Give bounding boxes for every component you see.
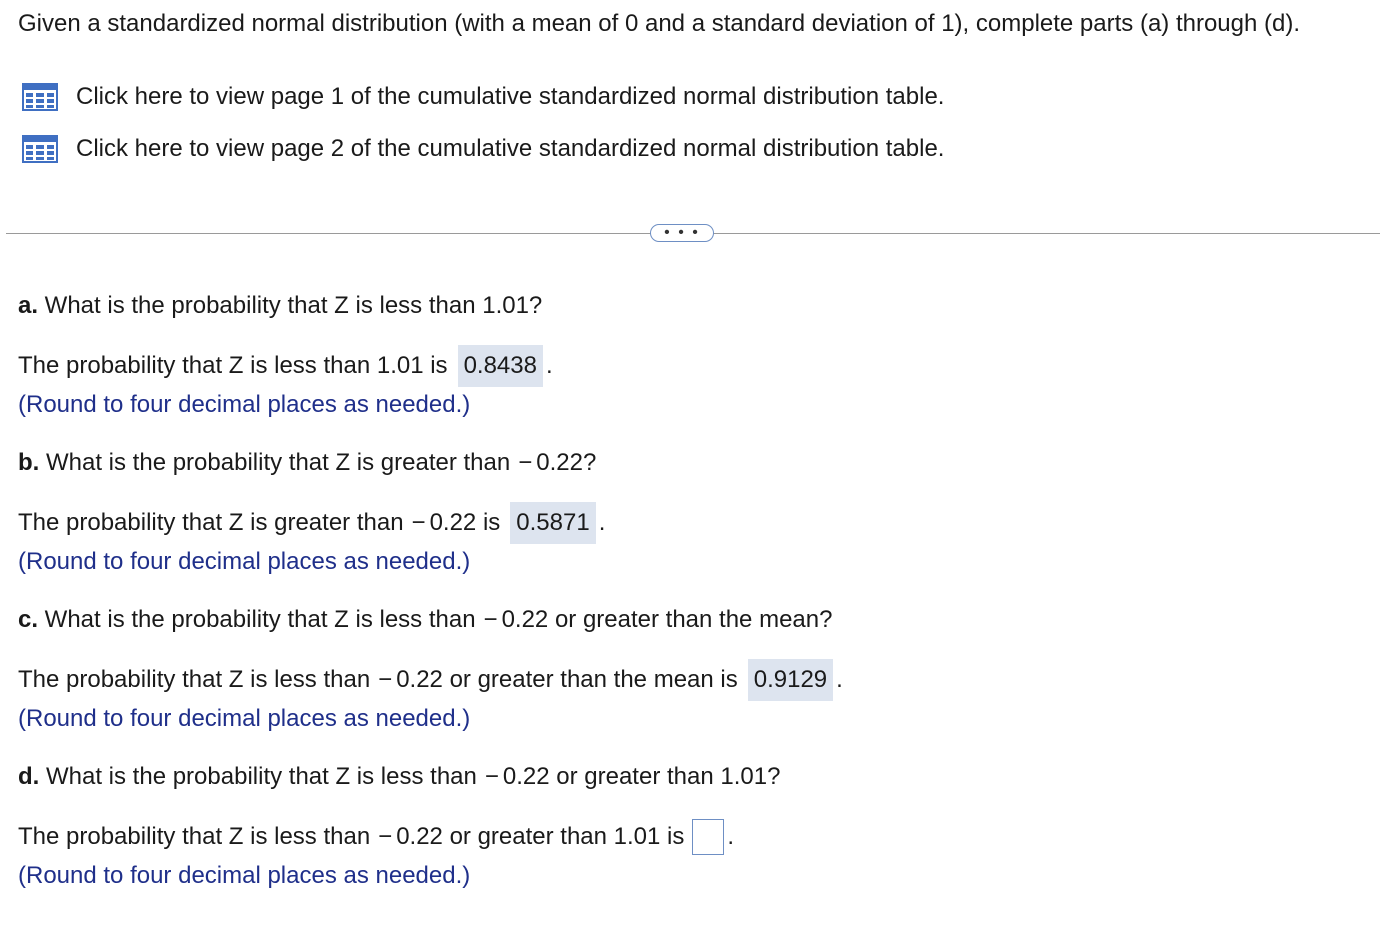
minus-sign: − — [378, 666, 393, 693]
answer-line-a — [18, 345, 553, 387]
answer-prefix: The probability that Z is less than 1.01 is — [18, 352, 448, 379]
period: . — [727, 823, 735, 850]
round-hint-c: (Round to four decimal places as needed.) — [18, 705, 471, 732]
question-b — [18, 448, 596, 478]
period: . — [836, 666, 843, 693]
minus-sign: − — [411, 509, 426, 536]
period: . — [545, 352, 553, 379]
answer-prefix-value: 0.22 or greater than the mean is — [396, 666, 738, 693]
minus-sign: − — [378, 823, 393, 850]
table-icon — [22, 135, 58, 163]
minus-sign: − — [518, 449, 533, 476]
answer-field-a[interactable]: 0.8438 — [458, 345, 543, 387]
part-letter: c. — [18, 606, 39, 633]
answer-prefix-value: 0.22 is — [429, 509, 501, 536]
answer-field-c[interactable]: 0.9129 — [748, 659, 833, 701]
answer-input-d[interactable] — [692, 819, 724, 855]
question-text: What is the probability that Z is less than — [39, 763, 477, 790]
answer-prefix: The probability that Z is greater than — [18, 509, 404, 536]
answer-prefix: The probability that Z is less than — [18, 823, 371, 850]
answer-prefix: The probability that Z is less than — [18, 666, 371, 693]
minus-sign: − — [483, 606, 498, 633]
part-letter: b. — [18, 449, 40, 476]
answer-line-d — [18, 816, 734, 858]
answer-field-b[interactable]: 0.5871 — [510, 502, 595, 544]
answer-line-b — [18, 502, 605, 544]
question-text: What is the probability that Z is greater than — [39, 449, 511, 476]
question-d — [18, 762, 780, 792]
problem-intro: Given a standardized normal distribution (with a mean of 0 and a standard deviation of 1), complete parts (a) through (d). — [18, 10, 1301, 37]
link-table-page-1[interactable] — [22, 82, 944, 112]
question-text: What is the probability that Z is less than 1.01? — [38, 292, 543, 319]
part-letter: d. — [18, 763, 40, 790]
table-icon — [22, 83, 58, 111]
link-table-page-2[interactable] — [22, 134, 944, 164]
part-letter: a. — [18, 292, 39, 319]
round-hint-d: (Round to four decimal places as needed.) — [18, 862, 471, 889]
question-value: 0.22 or greater than the mean? — [501, 606, 833, 633]
question-value: 0.22? — [536, 449, 597, 476]
question-a — [18, 291, 542, 321]
round-hint-b: (Round to four decimal places as needed.) — [18, 548, 471, 575]
answer-prefix-value: 0.22 or greater than 1.01 is — [396, 823, 685, 850]
round-hint-a: (Round to four decimal places as needed.) — [18, 391, 471, 418]
link-table-page-1-label[interactable]: Click here to view page 1 of the cumulative standardized normal distribution table. — [76, 83, 945, 110]
question-value: 0.22 or greater than 1.01? — [502, 763, 781, 790]
more-options-button[interactable]: • • • — [650, 224, 714, 242]
link-table-page-2-label[interactable]: Click here to view page 2 of the cumulative standardized normal distribution table. — [76, 135, 945, 162]
answer-line-c — [18, 659, 843, 701]
question-c — [18, 605, 832, 635]
minus-sign: − — [484, 763, 499, 790]
question-text: What is the probability that Z is less than — [38, 606, 476, 633]
period: . — [598, 509, 606, 536]
